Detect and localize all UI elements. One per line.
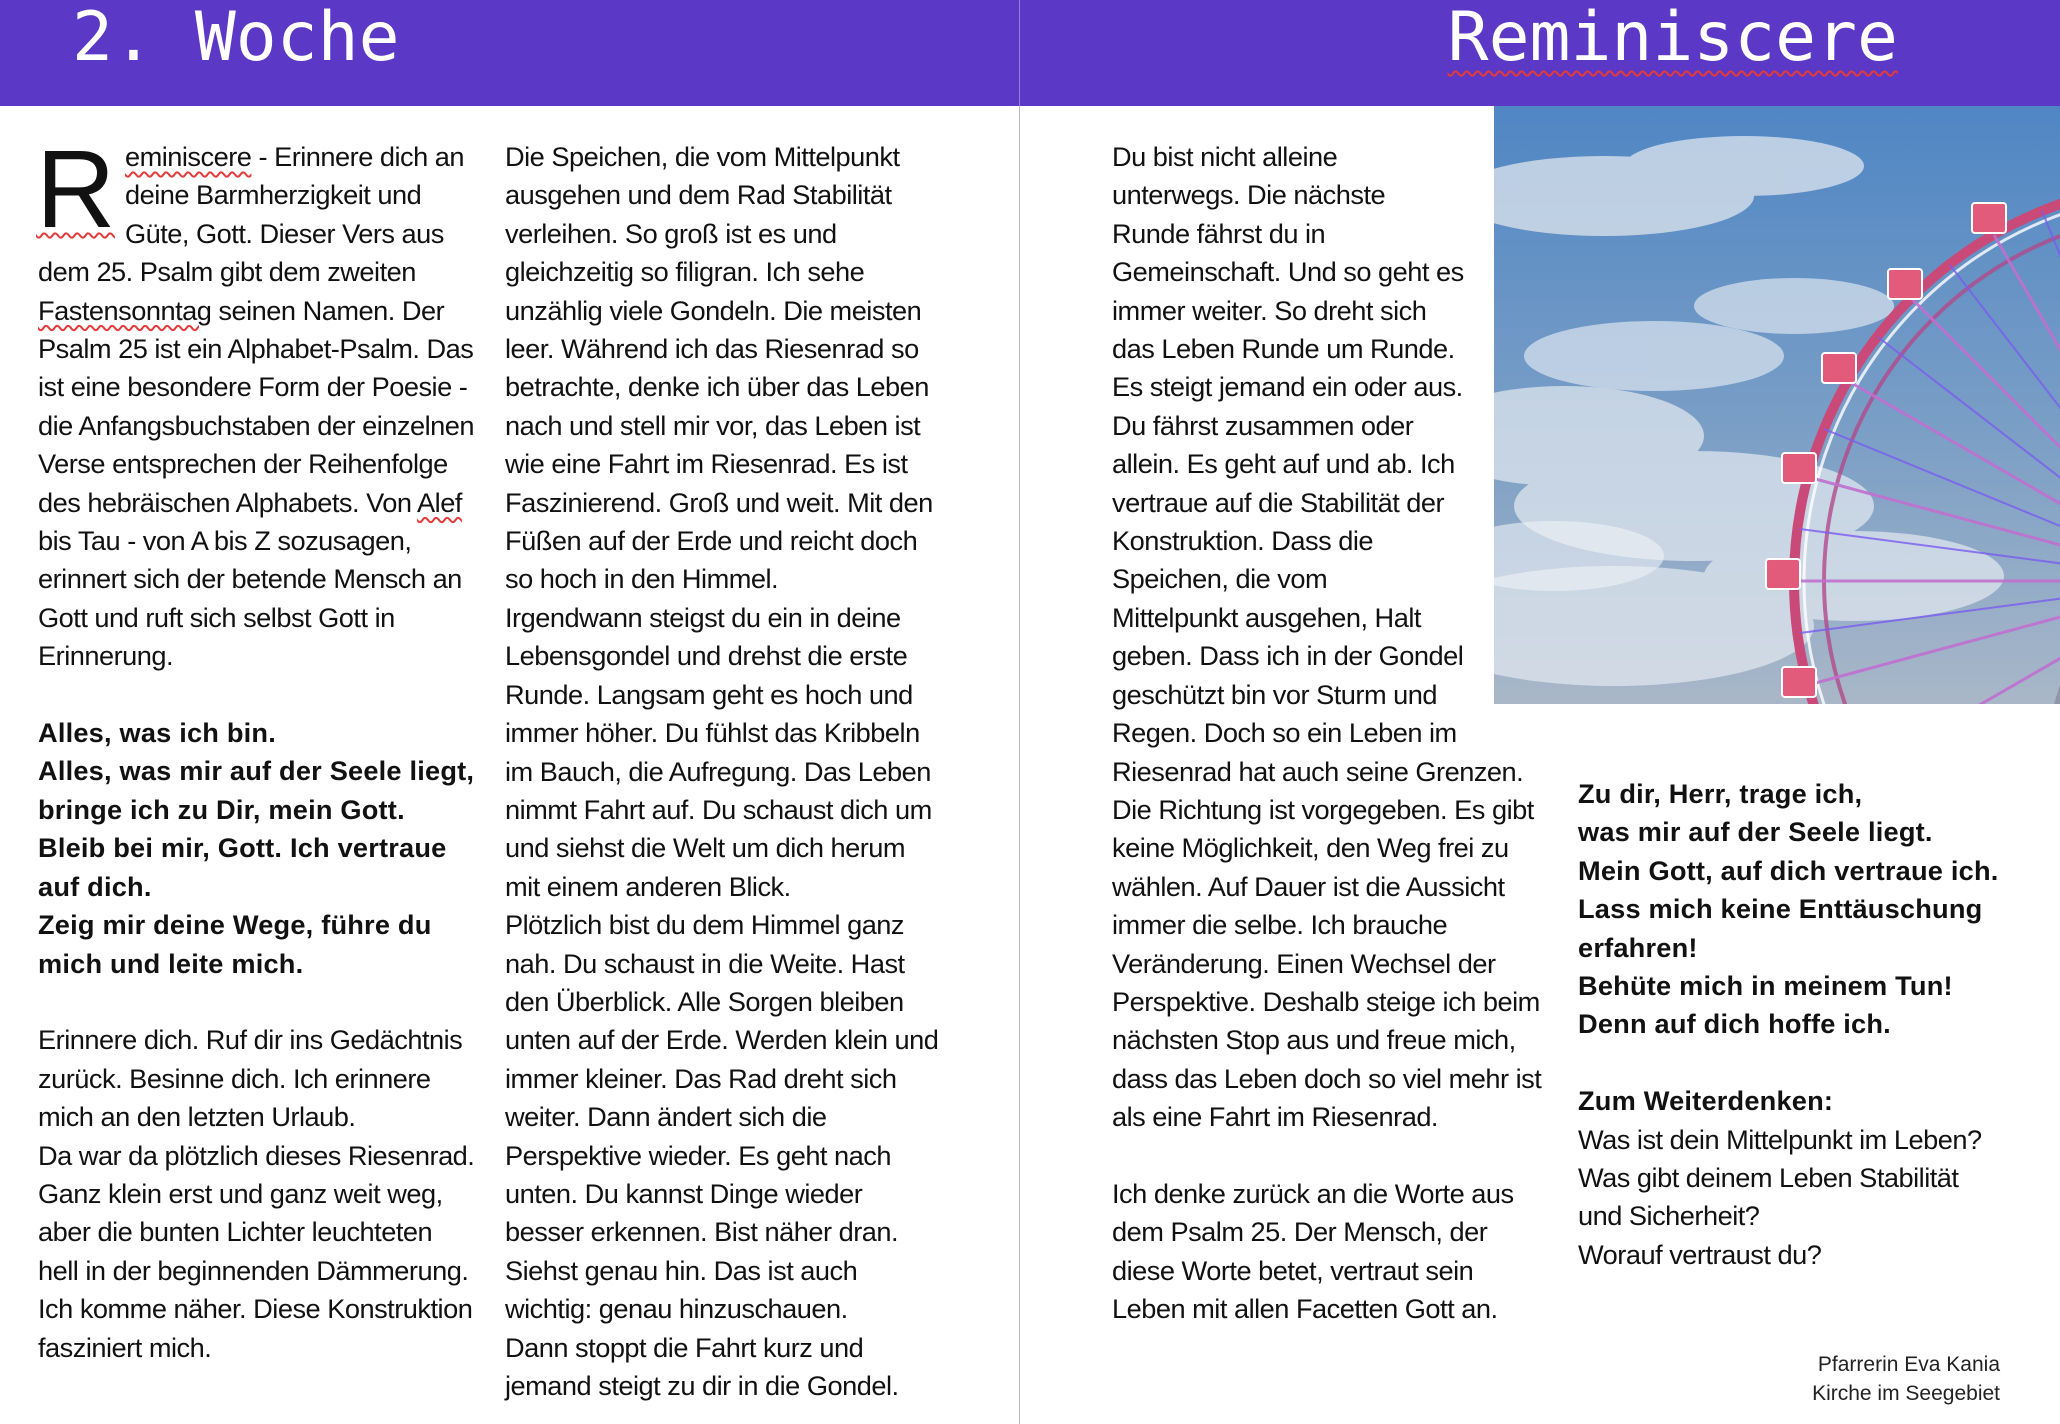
weiterdenken-title: Zum Weiterdenken: bbox=[1578, 1085, 1834, 1117]
fastensonntag-word: Fastensonntag bbox=[38, 294, 212, 326]
paragraph-community: Du bist nicht alleine unterwegs. Die nächste Runde fährst du in Gemeinschaft. Und so geht es immer weiter. So dreht sich das Leben Runde um Runde. Es steigt jemand ein oder aus. Du fährst zusammen oder allein. Es geht auf und ab. Ich vertraue auf die Stabilität der Konstruktion. Dass die Speichen, die vom Mittelpunkt ausgehen, Halt geben. Dass ich in der Gondel geschützt bin vor Sturm und Regen. Doch so ein Leben im Riesenrad hat auch seine Grenzen. Die Richtung ist vorgegeben. Es gibt keine Möglichkeit, den Weg frei zu wählen. Auf Dauer ist die Aussicht immer die selbe. Ich brauche Veränderung. Einen Wechsel der Perspektive. Deshalb steige ich beim nächsten Stop aus und freue mich, dass das Leben doch so viel mehr ist als eine Fahrt im Riesenrad. bbox=[1112, 141, 1542, 1133]
paragraph-ferris-wheel: Die Speichen, die vom Mittelpunkt ausgehen und dem Rad Stabilität verleihen. So groß ist es und gleichzeitig so filigran. Ich sehe unzählig viele Gondeln. Die meisten leer. Während ich das Riesenrad so betrachte, denke ich über das Leben nach und stell mir vor, das Leben ist wie eine Fahrt im Riesenrad. Es ist Faszinierend. Groß und weit. Mit den Füßen auf der Erde und reicht doch so hoch in den Himmel. Irgendwann steigst du ein in deine Lebensgondel und drehst die erste Runde. Langsam geht es hoch und immer höher. Du fühlst das Kribbeln im Bauch, die Aufregung. Das Leben nimmt Fahrt auf. Du schaust dich um und siehst die Welt um dich herum mit einem anderen Blick. Plötzlich bist du dem Himmel ganz nah. Du schaust in die Weite. Hast den Überblick. Alle Sorgen bleiben unten auf der Erde. Werden klein und immer kleiner. Das Rad dreht sich weiter. Dann ändert sich die Perspektive wieder. Es geht nach unten. Du kannst Dinge wieder besser erkennen. Bist näher dran. Siehst genau hin. Das ist auch wichtig: genau hinzuschauen. Dann stoppt die Fahrt kurz und jemand steigt zu dir in die Gondel. bbox=[505, 141, 939, 1401]
intro-text-2: seinen Namen. Der Psalm 25 ist ein Alphabet-Psalm. Das ist eine besondere Form der Poesie - die Anfangsbuchstaben der einzelnen Verse entsprechen der Reihenfolge des hebräischen Alphabets. Von bbox=[38, 294, 474, 518]
prayer-line: Alles, was mir auf der Seele liegt, bringe ich zu Dir, mein Gott. bbox=[38, 755, 475, 825]
question: Was gibt deinem Leben Stabilität und Sicherheit? bbox=[1578, 1162, 1959, 1232]
question: Was ist dein Mittelpunkt im Leben? bbox=[1578, 1123, 1982, 1155]
ferris-wheel-photo bbox=[1494, 106, 2060, 704]
question: Worauf vertraust du? bbox=[1578, 1238, 1822, 1270]
prayer-line: Alles, was ich bin. bbox=[38, 717, 276, 749]
psalm-line: Behüte mich in meinem Tun! bbox=[1578, 970, 1953, 1002]
intro-text: - Erinnere dich an deine Barmherzigkeit und Güte, Gott. Dieser Vers aus dem 25. Psalm gibt dem zweiten bbox=[38, 141, 465, 288]
author-credit bbox=[1812, 1350, 2000, 1408]
spacer bbox=[38, 983, 478, 1021]
alef-word: Alef bbox=[417, 486, 462, 518]
dropcap: R bbox=[36, 128, 115, 251]
week-title: 2. Woche bbox=[72, 0, 400, 77]
page-divider bbox=[1019, 106, 1020, 1424]
psalm-line: Mein Gott, auf dich vertraue ich. bbox=[1578, 854, 1999, 886]
column-3 bbox=[1112, 138, 1552, 1329]
season-title: Reminiscere bbox=[1447, 0, 1898, 77]
psalm-line: Lass mich keine Enttäuschung erfahren! bbox=[1578, 893, 1983, 963]
psalm-line: Denn auf dich hoffe ich. bbox=[1578, 1008, 1891, 1040]
author-org: Kirche im Seegebiet bbox=[1812, 1382, 2000, 1405]
prayer-line: Bleib bei mir, Gott. Ich vertraue auf dich. bbox=[38, 832, 447, 902]
spacer bbox=[1578, 1044, 2008, 1082]
ferris-wheel-image bbox=[1494, 106, 2060, 704]
spacer bbox=[38, 676, 478, 714]
intro-paragraph bbox=[36, 128, 478, 676]
column-2 bbox=[505, 138, 945, 1405]
header-divider bbox=[1019, 0, 1020, 106]
prayer-line: Zeig mir deine Wege, führe du mich und leite mich. bbox=[38, 909, 432, 979]
spacer bbox=[1112, 1137, 1552, 1175]
intro-text-3: bis Tau - von A bis Z sozusagen, erinnert sich der betende Mensch an Gott und ruft sich selbst Gott in Erinnerung. bbox=[38, 525, 462, 672]
paragraph-psalm: Ich denke zurück an die Worte aus dem Psalm 25. Der Mensch, der diese Worte betet, vertraut sein Leben mit allen Facetten Gott an. bbox=[1112, 1177, 1514, 1325]
column-4 bbox=[1578, 775, 2008, 1274]
paragraph-memory: Erinnere dich. Ruf dir ins Gedächtnis zurück. Besinne dich. Ich erinnere mich an den letzten Urlaub. Da war da plötzlich dieses Riesenrad. Ganz klein erst und ganz weit weg, aber die bunten Lichter leuchteten hell in der beginnenden Dämmerung. Ich komme näher. Diese Konstruktion fasziniert mich. bbox=[38, 1024, 475, 1363]
intro-word: eminiscere bbox=[124, 141, 252, 172]
psalm-line: Zu dir, Herr, trage ich, bbox=[1578, 778, 1863, 809]
author-name: Pfarrerin Eva Kania bbox=[1817, 1353, 2000, 1376]
column-1 bbox=[36, 128, 478, 1367]
psalm-line: was mir auf der Seele liegt. bbox=[1578, 816, 1933, 848]
